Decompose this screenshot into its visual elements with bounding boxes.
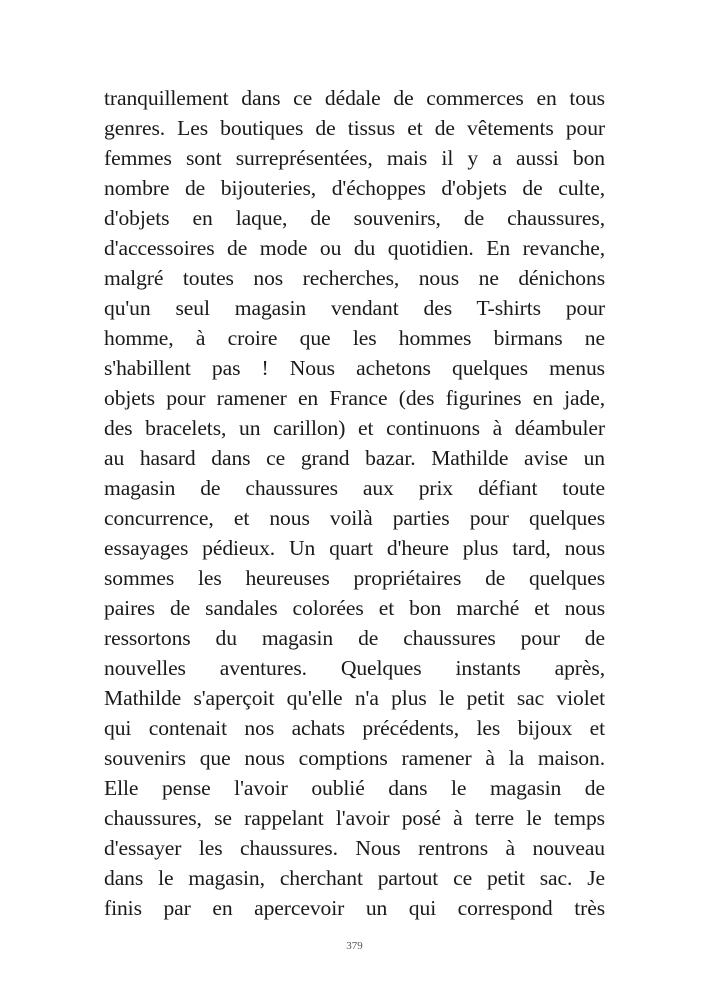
- text-line: malgré toutes nos recherches, nous ne dénichons: [104, 266, 605, 290]
- text-line: Elle pense l'avoir oublié dans le magasin de: [104, 776, 605, 800]
- text-line: d'accessoires de mode ou du quotidien. En revanche,: [104, 236, 605, 260]
- text-line: paires de sandales colorées et bon marché et nous: [104, 596, 605, 620]
- text-line: s'habillent pas ! Nous achetons quelques menus: [104, 356, 605, 380]
- text-line: nombre de bijouteries, d'échoppes d'objets de culte,: [104, 176, 605, 200]
- text-line: concurrence, et nous voilà parties pour quelques: [104, 506, 605, 530]
- text-line: d'objets en laque, de souvenirs, de chaussures,: [104, 206, 605, 230]
- text-line: magasin de chaussures aux prix défiant toute: [104, 476, 605, 500]
- text-line: souvenirs que nous comptions ramener à la maison.: [104, 746, 605, 770]
- text-line: objets pour ramener en France (des figurines en jade,: [104, 386, 605, 410]
- text-line: homme, à croire que les hommes birmans ne: [104, 326, 605, 350]
- text-line: finis par en apercevoir un qui correspond très: [104, 896, 605, 920]
- text-line: qu'un seul magasin vendant des T-shirts pour: [104, 296, 605, 320]
- text-line: genres. Les boutiques de tissus et de vêtements pour: [104, 116, 605, 140]
- text-line: tranquillement dans ce dédale de commerces en tous: [104, 86, 605, 110]
- text-line: nouvelles aventures. Quelques instants après,: [104, 656, 605, 680]
- text-line: d'essayer les chaussures. Nous rentrons à nouveau: [104, 836, 605, 860]
- page-number: 379: [346, 940, 363, 952]
- text-line: essayages pédieux. Un quart d'heure plus tard, nous: [104, 536, 605, 560]
- text-line: chaussures, se rappelant l'avoir posé à terre le temps: [104, 806, 605, 830]
- text-line: femmes sont surreprésentées, mais il y a aussi bon: [104, 146, 605, 170]
- text-line: Mathilde s'aperçoit qu'elle n'a plus le petit sac violet: [104, 686, 605, 710]
- text-line: au hasard dans ce grand bazar. Mathilde avise un: [104, 446, 605, 470]
- text-line: des bracelets, un carillon) et continuons à déambuler: [104, 416, 605, 440]
- body-text: [104, 83, 605, 923]
- text-line: sommes les heureuses propriétaires de quelques: [104, 566, 605, 590]
- text-line: ressortons du magasin de chaussures pour de: [104, 626, 605, 650]
- text-line: qui contenait nos achats précédents, les bijoux et: [104, 716, 605, 740]
- text-line: dans le magasin, cherchant partout ce petit sac. Je: [104, 866, 605, 890]
